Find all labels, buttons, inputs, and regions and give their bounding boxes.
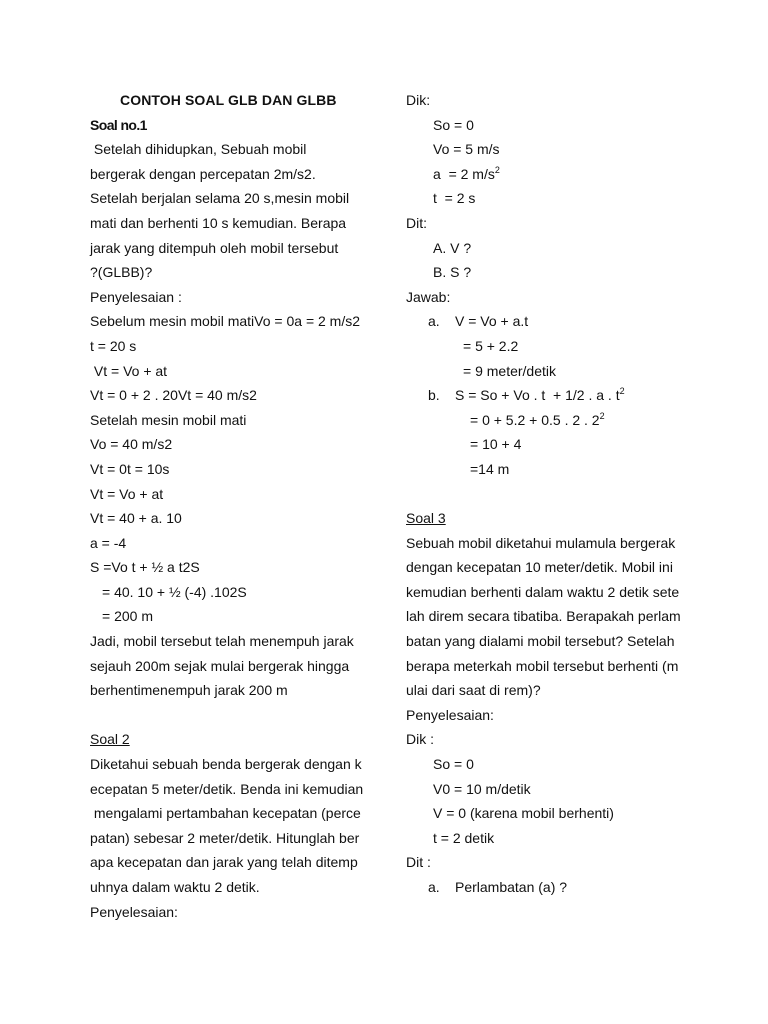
penyelesaian-label: Penyelesaian: bbox=[406, 706, 494, 723]
work-line: Vt = Vo + at bbox=[90, 362, 168, 379]
work-line-indented: = 200 m bbox=[102, 608, 153, 625]
work-line: Vt = 0 + 2 . 20Vt = 40 m/s2 bbox=[90, 387, 257, 404]
answer-a-label: a. bbox=[428, 313, 440, 330]
work-line: Vo = 40 m/s2 bbox=[90, 436, 173, 453]
dik-item: V = 0 (karena mobil berhenti) bbox=[433, 805, 614, 822]
dit-item: B. S ? bbox=[433, 264, 472, 281]
answer-b bbox=[406, 383, 706, 408]
superscript: 2 bbox=[599, 410, 605, 421]
answer-step bbox=[406, 408, 706, 433]
soal3-text: Sebuah mobil diketahui mulamula bergerak bbox=[406, 534, 676, 551]
soal2-heading: Soal 2 bbox=[90, 731, 130, 748]
superscript: 2 bbox=[619, 386, 625, 397]
penyelesaian-label: Penyelesaian : bbox=[90, 288, 182, 305]
dik-label: Dik : bbox=[406, 731, 434, 748]
left-column bbox=[90, 88, 375, 924]
soal1-text: ?(GLBB)? bbox=[90, 264, 153, 281]
conclusion-text: berhentimenempuh jarak 200 m bbox=[90, 682, 288, 699]
soal2-text: uhnya dalam waktu 2 detik. bbox=[90, 879, 260, 895]
dit-item: A. V ? bbox=[433, 239, 472, 256]
dit-label: Dit : bbox=[406, 854, 431, 871]
dik-item: Vo = 5 m/s bbox=[433, 141, 500, 158]
answer-b-equation: S = So + Vo . t + 1/2 . a . t bbox=[455, 387, 620, 404]
jawab-label: Jawab: bbox=[406, 288, 451, 305]
soal2-text: patan) sebesar 2 meter/detik. Hitunglah ber bbox=[90, 829, 360, 846]
answer-b-label: b. bbox=[428, 387, 440, 404]
soal1-text: jarak yang ditempuh oleh mobil tersebut bbox=[90, 239, 339, 256]
soal3-heading: Soal 3 bbox=[406, 510, 446, 527]
answer-a bbox=[406, 309, 706, 334]
dik-a-text: a = 2 m/s bbox=[433, 165, 495, 182]
work-line-indented: = 40. 10 + ½ (-4) .102S bbox=[102, 583, 247, 600]
dit-item bbox=[406, 875, 706, 900]
answer-step-text: = 0 + 5.2 + 0.5 . 2 . 2 bbox=[470, 411, 600, 428]
dik-item bbox=[406, 162, 706, 187]
soal3-text: kemudian berhenti dalam waktu 2 detik sete bbox=[406, 583, 680, 600]
dik-item: So = 0 bbox=[433, 116, 474, 133]
soal3-text: dengan kecepatan 10 meter/detik. Mobil ini bbox=[406, 559, 673, 576]
document-title: CONTOH SOAL GLB DAN GLBB bbox=[120, 92, 337, 108]
soal2-text: ecepatan 5 meter/detik. Benda ini kemudian bbox=[90, 780, 364, 797]
dik-label: Dik: bbox=[406, 92, 431, 108]
work-line: Vt = 0t = 10s bbox=[90, 460, 170, 477]
dik-item: t = 2 s bbox=[433, 190, 476, 207]
conclusion-text: Jadi, mobil tersebut telah menempuh jarak bbox=[90, 633, 354, 650]
answer-step: = 10 + 4 bbox=[470, 436, 522, 453]
work-line: a = -4 bbox=[90, 534, 127, 551]
right-column bbox=[406, 88, 706, 900]
answer-step: =14 m bbox=[470, 460, 510, 477]
dit-item-text: Perlambatan (a) ? bbox=[455, 879, 568, 895]
soal3-text: lah direm secara tibatiba. Berapakah perlam bbox=[406, 608, 681, 625]
answer-a-equation: V = Vo + a.t bbox=[455, 313, 529, 330]
work-line: Vt = 40 + a. 10 bbox=[90, 510, 182, 527]
dik-item: V0 = 10 m/detik bbox=[433, 780, 531, 797]
answer-step: = 5 + 2.2 bbox=[463, 337, 519, 354]
dit-item-label: a. bbox=[428, 879, 440, 895]
soal1-text: bergerak dengan percepatan 2m/s2. bbox=[90, 165, 316, 182]
dik-item: t = 2 detik bbox=[433, 829, 495, 846]
soal2-text: Diketahui sebuah benda bergerak dengan k bbox=[90, 756, 362, 773]
soal2-text: apa kecepatan dan jarak yang telah ditemp bbox=[90, 854, 358, 871]
soal1-text: mati dan berhenti 10 s kemudian. Berapa bbox=[90, 214, 347, 231]
soal3-text: batan yang dialami mobil tersebut? Setelah bbox=[406, 633, 675, 650]
superscript: 2 bbox=[494, 164, 500, 175]
work-line: Setelah mesin mobil mati bbox=[90, 411, 247, 428]
soal1-heading: Soal no.1 bbox=[90, 116, 147, 133]
work-line: Sebelum mesin mobil matiVo = 0a = 2 m/s2 bbox=[90, 313, 361, 330]
dit-label: Dit: bbox=[406, 214, 427, 231]
work-line: S =Vo t + ½ a t2S bbox=[90, 559, 200, 576]
work-line: Vt = Vo + at bbox=[90, 485, 164, 502]
dik-item: So = 0 bbox=[433, 756, 474, 773]
soal3-text: ulai dari saat di rem)? bbox=[406, 682, 541, 699]
soal1-text: Setelah berjalan selama 20 s,mesin mobil bbox=[90, 190, 350, 207]
penyelesaian-label: Penyelesaian: bbox=[90, 903, 178, 920]
soal2-text: mengalami pertambahan kecepatan (perce bbox=[90, 805, 361, 822]
work-line: t = 20 s bbox=[90, 337, 137, 354]
conclusion-text: sejauh 200m sejak mulai bergerak hingga bbox=[90, 657, 350, 674]
answer-step: = 9 meter/detik bbox=[463, 362, 556, 379]
soal3-text: berapa meterkah mobil tersebut berhenti (m bbox=[406, 657, 679, 674]
soal1-text: Setelah dihidupkan, Sebuah mobil bbox=[90, 141, 307, 158]
